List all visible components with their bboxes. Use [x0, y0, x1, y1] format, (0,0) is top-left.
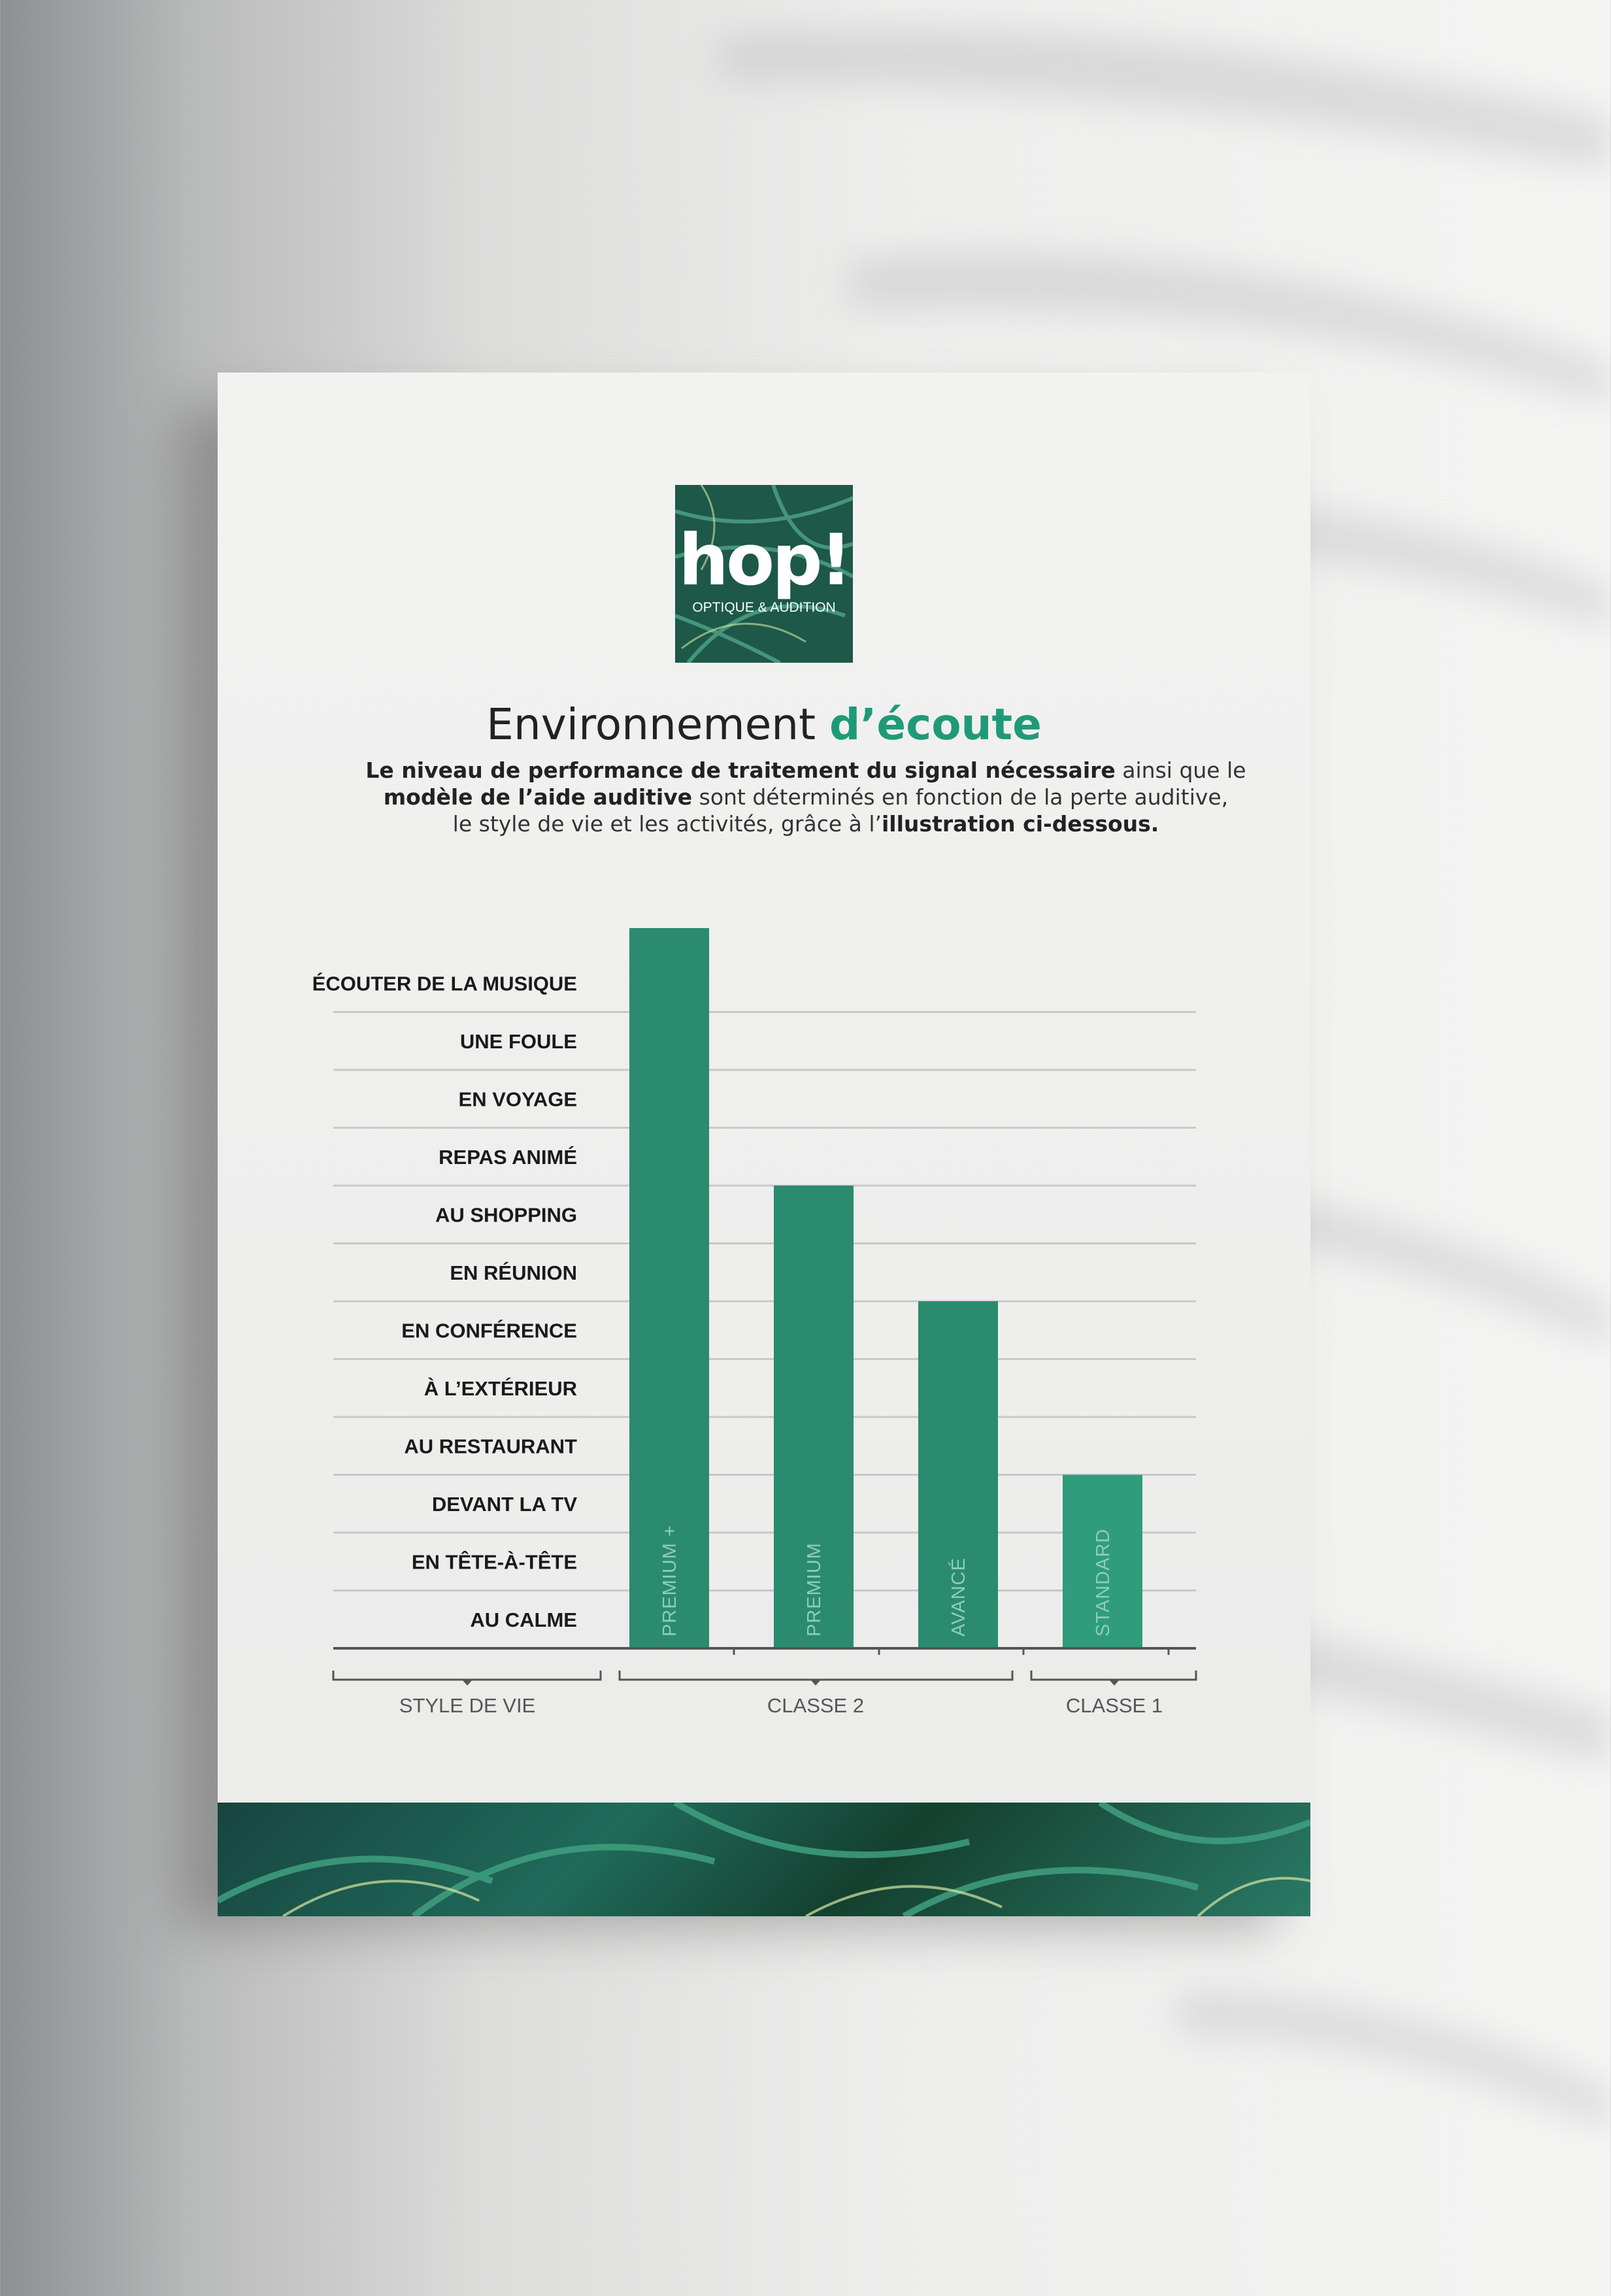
- group-bracket: [333, 1671, 601, 1680]
- row-label: UNE FOULE: [459, 1029, 577, 1053]
- listening-environment-chart: [218, 373, 1310, 1803]
- row-label: REPAS ANIMÉ: [439, 1145, 577, 1169]
- logo-tagline: OPTIQUE & AUDITION: [692, 600, 836, 615]
- group-label: CLASSE 1: [1065, 1694, 1163, 1717]
- bar-label: PREMIUM +: [659, 1525, 680, 1637]
- intro-line-3-bold: illustration ci-dessous.: [882, 811, 1159, 837]
- group-bracket: [1031, 1671, 1196, 1680]
- row-label: DEVANT LA TV: [431, 1492, 577, 1516]
- intro-line-1-rest: ainsi que le: [1115, 757, 1246, 783]
- title-plain: Environnement: [486, 699, 829, 750]
- row-label: AU SHOPPING: [435, 1203, 577, 1227]
- bar-label: STANDARD: [1093, 1528, 1114, 1637]
- group-label: STYLE DE VIE: [399, 1694, 536, 1717]
- footer-foliage-band: [218, 1803, 1310, 1916]
- intro-line-3-start: le style de vie et les activités, grâce à l’: [452, 811, 882, 837]
- bar-label: AVANCÉ: [948, 1557, 969, 1637]
- intro-line-1-bold: Le niveau de performance de traitement du signal nécessaire: [365, 757, 1116, 783]
- row-label: ÉCOUTER DE LA MUSIQUE: [312, 972, 577, 995]
- row-label: AU RESTAURANT: [404, 1435, 577, 1458]
- intro-line-2-rest: sont déterminés en fonction de la perte auditive,: [692, 784, 1229, 810]
- group-bracket-pointer: [462, 1680, 473, 1686]
- bar-label: PREMIUM: [804, 1542, 825, 1637]
- group-bracket-pointer: [810, 1680, 821, 1686]
- row-label: À L’EXTÉRIEUR: [424, 1376, 577, 1400]
- brochure-page: [218, 373, 1310, 1916]
- row-label: EN RÉUNION: [450, 1261, 577, 1284]
- row-label: EN VOYAGE: [458, 1088, 577, 1111]
- palm-leaves-icon: [218, 1803, 1310, 1916]
- group-bracket: [620, 1671, 1012, 1680]
- logo-wordmark: hop!: [678, 520, 850, 601]
- intro-line-2-bold: modèle de l’aide auditive: [383, 784, 693, 810]
- row-label: EN CONFÉRENCE: [401, 1319, 577, 1342]
- row-label: AU CALME: [470, 1608, 577, 1631]
- group-bracket-pointer: [1109, 1680, 1120, 1686]
- title-accent: d’écoute: [829, 699, 1042, 750]
- row-label: EN TÊTE-À-TÊTE: [411, 1550, 577, 1574]
- group-label: CLASSE 2: [767, 1694, 865, 1717]
